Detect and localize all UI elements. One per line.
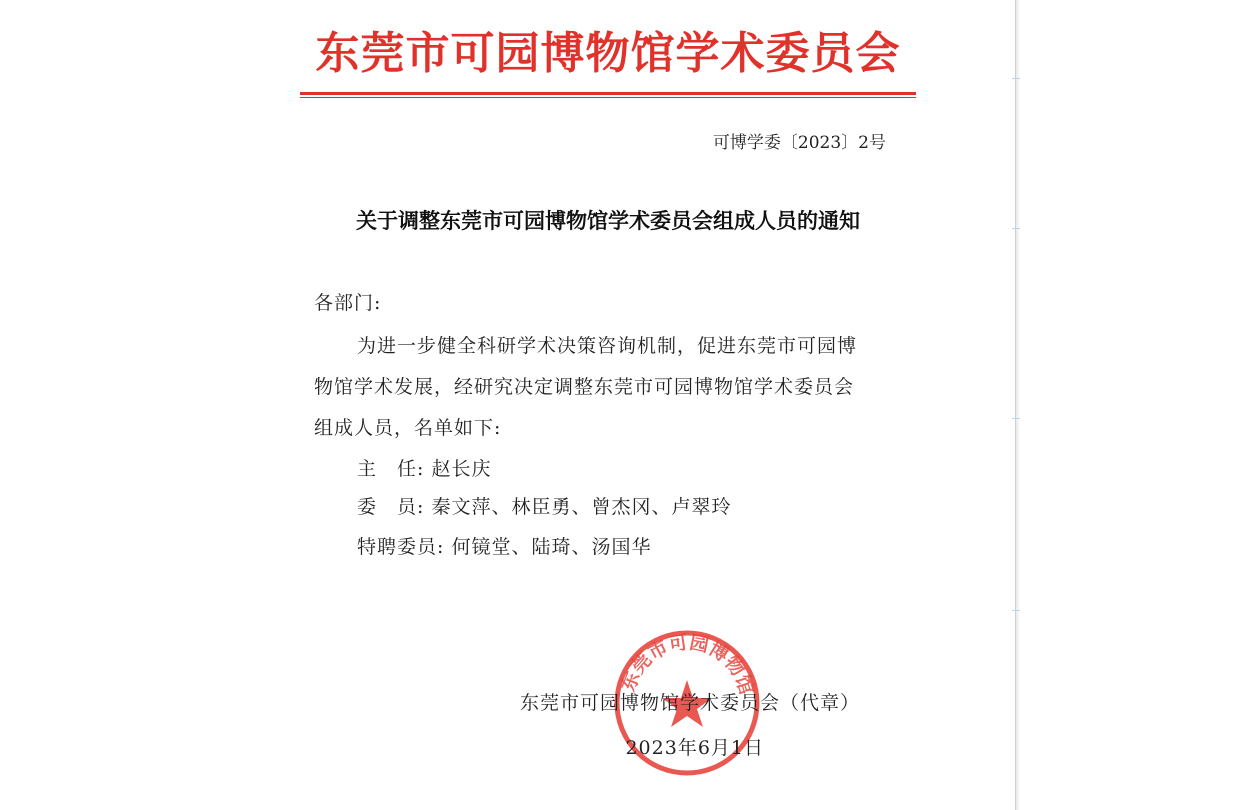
- paragraph-line: 为进一步健全科研学术决策咨询机制，促进东莞市可园博: [357, 335, 858, 357]
- page-edge-tick: [1012, 78, 1020, 79]
- paragraph-line: 物馆学术发展，经研究决定调整东莞市可园博物馆学术委员会: [314, 376, 855, 398]
- header-red-rule: [300, 92, 916, 95]
- signature-issuer: 东莞市可园博物馆学术委员会（代章）: [519, 692, 860, 714]
- header-red-rule-thin: [300, 97, 916, 98]
- member-line-committee: 委 员: 秦文萍、林臣勇、曾杰冈、卢翠玲: [357, 496, 732, 518]
- issuer-header-title: 东莞市可园博物馆学术委员会: [315, 28, 901, 79]
- signature-date: 2023年6月1日: [625, 737, 764, 759]
- salutation: 各部门:: [314, 292, 382, 314]
- page-edge-tick: [1012, 418, 1020, 419]
- paragraph-line: 组成人员，名单如下:: [314, 417, 502, 439]
- document-number: 可博学委〔2023〕2号: [712, 133, 886, 153]
- page-edge-tick: [1012, 610, 1020, 611]
- notice-title: 关于调整东莞市可园博物馆学术委员会组成人员的通知: [356, 208, 860, 233]
- page-edge-tick: [1012, 228, 1020, 229]
- seal-text: 东莞市可园博物馆: [617, 631, 758, 698]
- page-edge-shadow: [1016, 0, 1020, 810]
- member-line-director: 主 任: 赵长庆: [357, 458, 492, 480]
- member-line-special: 特聘委员: 何镜堂、陆琦、汤国华: [357, 536, 652, 558]
